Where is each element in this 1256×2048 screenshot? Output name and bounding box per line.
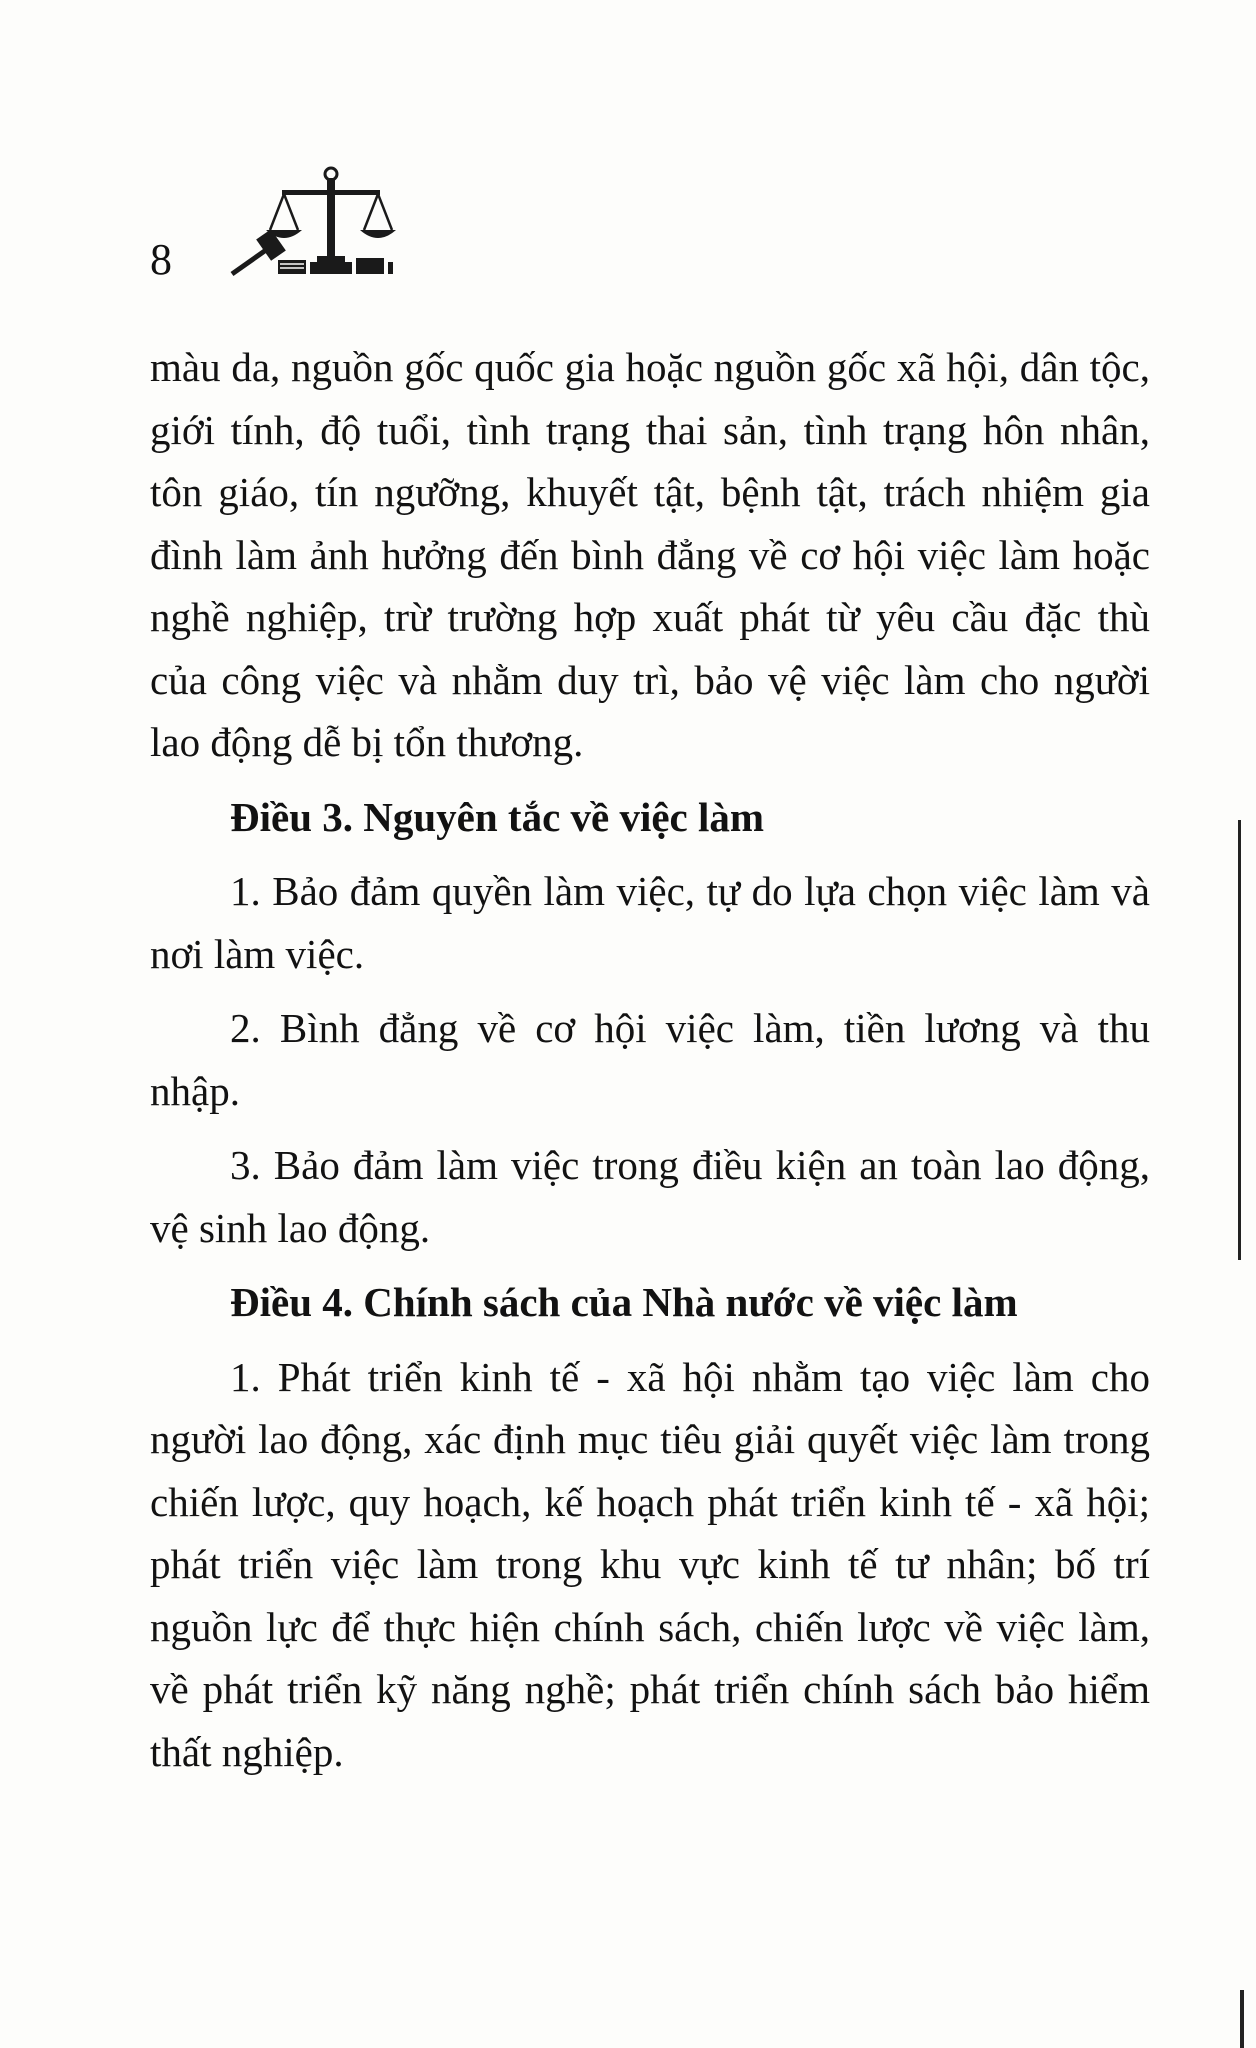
article-3-clause-1: 1. Bảo đảm quyền làm việc, tự do lựa chọn việc làm và nơi làm việc.: [150, 868, 1150, 977]
scan-edge-mark: [1240, 1990, 1244, 2048]
article-3-clause-2: 2. Bình đẳng về cơ hội việc làm, tiền lương và thu nhập.: [150, 1005, 1150, 1114]
article-4-clause-1: 1. Phát triển kinh tế - xã hội nhằm tạo việc làm cho người lao động, xác định mục tiêu giải quyết việc làm trong chiến lược, quy hoạch, kế hoạch phát triển kinh tế - xã hội; phát triển việc làm trong khu vực kinh tế tư nhân; bố trí nguồn lực để thực hiện chính sách, chiến lược về việc làm, về phát triển kỹ năng nghề; phát triển chính sách bảo hiểm thất nghiệp.: [150, 1353, 1150, 1775]
article-3-clause-3: 3. Bảo đảm làm việc trong điều kiện an toàn lao động, vệ sinh lao động.: [150, 1142, 1150, 1251]
article-3-heading: Điều 3. Nguyên tắc về việc làm: [230, 793, 765, 840]
page-number: 8: [150, 235, 172, 284]
paragraph-continuation: màu da, nguồn gốc quốc gia hoặc nguồn gốc xã hội, dân tộc, giới tính, độ tuổi, tình trạng thai sản, tình trạng hôn nhân, tôn giáo, tín ngưỡng, khuyết tật, bệnh tật, trách nhiệm gia đình làm ảnh hưởng đến bình đẳng về cơ hội việc làm hoặc nghề nghiệp, trừ trường hợp xuất phát từ yêu cầu đặc thù của công việc và nhằm duy trì, bảo vệ việc làm cho người lao động dễ bị tổn thương.: [150, 344, 1150, 765]
article-4-heading: Điều 4. Chính sách của Nhà nước về việc làm: [230, 1279, 1018, 1325]
scan-edge-mark: [1238, 820, 1241, 1260]
article-body: [150, 336, 1150, 1795]
scales-of-justice-and-gavel-icon: [222, 160, 402, 280]
page-header: [150, 160, 410, 284]
